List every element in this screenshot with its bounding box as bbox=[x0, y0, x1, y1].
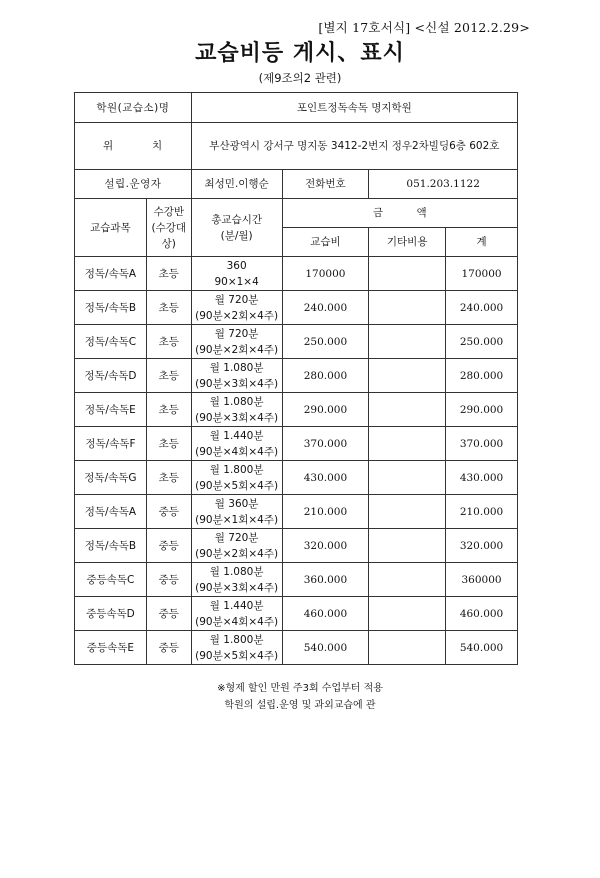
table-row bbox=[75, 257, 518, 291]
level-cell: 초등 bbox=[146, 461, 191, 495]
level-header-line2: (수강대 bbox=[151, 221, 187, 234]
hours-line2: (90분×2회×4주) bbox=[195, 309, 279, 322]
level-cell: 초등 bbox=[146, 325, 191, 359]
level-cell: 중등 bbox=[146, 529, 191, 563]
hours-line1: 월 1.800분 bbox=[209, 463, 264, 476]
academy-name-value: 포인트정독속독 명지학원 bbox=[191, 93, 517, 123]
course-cell: 중등속독C bbox=[75, 563, 147, 597]
hours-cell bbox=[191, 257, 282, 291]
total-cell: 460.000 bbox=[446, 597, 518, 631]
tuition-cell: 290.000 bbox=[282, 393, 369, 427]
regulation-note: 학원의 설립.운영 및 과외교습에 관 bbox=[224, 700, 376, 711]
hours-line1: 월 1.800분 bbox=[209, 633, 264, 646]
other-cost-cell bbox=[369, 563, 446, 597]
course-cell: 정독/속독F bbox=[75, 427, 147, 461]
level-cell: 중등 bbox=[146, 597, 191, 631]
total-cell: 170000 bbox=[446, 257, 518, 291]
course-cell: 정독/속독B bbox=[75, 291, 147, 325]
hours-cell bbox=[191, 631, 282, 665]
other-cost-cell bbox=[369, 631, 446, 665]
location-row bbox=[75, 123, 518, 170]
level-cell: 중등 bbox=[146, 563, 191, 597]
level-header-line1: 수강반 bbox=[153, 205, 184, 218]
level-header bbox=[146, 199, 191, 257]
hours-header bbox=[191, 199, 282, 257]
hours-line2: (90분×3회×4주) bbox=[195, 411, 279, 424]
document-subtitle: (제9조의2 관련) bbox=[258, 71, 342, 85]
course-header: 교습과목 bbox=[75, 199, 147, 257]
phone-value: 051.203.1122 bbox=[369, 170, 518, 199]
hours-cell bbox=[191, 359, 282, 393]
hours-line2: (90분×4회×4주) bbox=[195, 615, 279, 628]
hours-line1: 월 720분 bbox=[214, 531, 259, 544]
course-cell: 정독/속독E bbox=[75, 393, 147, 427]
other-cost-cell bbox=[369, 325, 446, 359]
operator-row bbox=[75, 170, 518, 199]
hours-line1: 월 1.080분 bbox=[209, 395, 264, 408]
level-cell: 초등 bbox=[146, 393, 191, 427]
hours-cell bbox=[191, 291, 282, 325]
table-row bbox=[75, 461, 518, 495]
level-header-line3: 상) bbox=[161, 237, 176, 250]
hours-line1: 월 1.080분 bbox=[209, 565, 264, 578]
table-row bbox=[75, 359, 518, 393]
tuition-cell: 370.000 bbox=[282, 427, 369, 461]
phone-label: 전화번호 bbox=[282, 170, 369, 199]
tuition-cell: 360.000 bbox=[282, 563, 369, 597]
table-row bbox=[75, 495, 518, 529]
hours-line2: (90분×3회×4주) bbox=[195, 377, 279, 390]
table-row bbox=[75, 427, 518, 461]
table-row bbox=[75, 631, 518, 665]
hours-line1: 월 720분 bbox=[214, 293, 259, 306]
tuition-cell: 540.000 bbox=[282, 631, 369, 665]
course-cell: 중등속독E bbox=[75, 631, 147, 665]
level-cell: 초등 bbox=[146, 427, 191, 461]
hours-line2: (90분×2회×4주) bbox=[195, 343, 279, 356]
level-cell: 초등 bbox=[146, 257, 191, 291]
location-label: 위 치 bbox=[75, 123, 192, 170]
hours-cell bbox=[191, 529, 282, 563]
course-cell: 정독/속독D bbox=[75, 359, 147, 393]
tuition-cell: 240.000 bbox=[282, 291, 369, 325]
hours-line2: (90분×5회×4주) bbox=[195, 479, 279, 492]
tuition-cell: 170000 bbox=[282, 257, 369, 291]
other-cost-cell bbox=[369, 291, 446, 325]
hours-line2: (90분×5회×4주) bbox=[195, 649, 279, 662]
other-cost-cell bbox=[369, 393, 446, 427]
table-row bbox=[75, 597, 518, 631]
hours-line1: 월 1.440분 bbox=[209, 429, 264, 442]
hours-cell bbox=[191, 495, 282, 529]
course-cell: 정독/속독A bbox=[75, 257, 147, 291]
tuition-table bbox=[74, 92, 518, 665]
hours-header-line2: (분/월) bbox=[220, 229, 253, 242]
column-header-row bbox=[75, 199, 518, 228]
total-cell: 250.000 bbox=[446, 325, 518, 359]
other-cost-header: 기타비용 bbox=[369, 228, 446, 257]
total-cell: 360000 bbox=[446, 563, 518, 597]
table-row bbox=[75, 563, 518, 597]
level-cell: 초등 bbox=[146, 359, 191, 393]
hours-line1: 월 1.440분 bbox=[209, 599, 264, 612]
academy-name-label: 학원(교습소)명 bbox=[75, 93, 192, 123]
table-row bbox=[75, 291, 518, 325]
hours-cell bbox=[191, 597, 282, 631]
hours-line2: (90분×1회×4주) bbox=[195, 513, 279, 526]
hours-line1: 월 360분 bbox=[214, 497, 259, 510]
amount-header: 금 액 bbox=[282, 199, 517, 228]
operator-value: 최성민.이행순 bbox=[191, 170, 282, 199]
hours-line2: (90분×4회×4주) bbox=[195, 445, 279, 458]
other-cost-cell bbox=[369, 461, 446, 495]
total-cell: 320.000 bbox=[446, 529, 518, 563]
total-cell: 290.000 bbox=[446, 393, 518, 427]
other-cost-cell bbox=[369, 427, 446, 461]
other-cost-cell bbox=[369, 495, 446, 529]
tuition-cell: 250.000 bbox=[282, 325, 369, 359]
table-row bbox=[75, 325, 518, 359]
course-cell: 정독/속독G bbox=[75, 461, 147, 495]
form-number: [별지 17호서식] <신설 2012.2.29> bbox=[318, 20, 530, 35]
other-cost-cell bbox=[369, 359, 446, 393]
course-cell: 정독/속독A bbox=[75, 495, 147, 529]
total-cell: 370.000 bbox=[446, 427, 518, 461]
other-cost-cell bbox=[369, 257, 446, 291]
academy-name-row bbox=[75, 93, 518, 123]
course-cell: 중등속독D bbox=[75, 597, 147, 631]
tuition-cell: 280.000 bbox=[282, 359, 369, 393]
discount-note: ※형제 할인 만원 주3회 수업부터 적용 bbox=[217, 683, 383, 694]
hours-cell bbox=[191, 325, 282, 359]
hours-line2: 90×1×4 bbox=[214, 275, 259, 288]
level-cell: 중등 bbox=[146, 495, 191, 529]
hours-line1: 360 bbox=[226, 259, 247, 272]
total-cell: 540.000 bbox=[446, 631, 518, 665]
course-cell: 정독/속독C bbox=[75, 325, 147, 359]
total-cell: 210.000 bbox=[446, 495, 518, 529]
tuition-cell: 460.000 bbox=[282, 597, 369, 631]
hours-line1: 월 1.080분 bbox=[209, 361, 264, 374]
tuition-cell: 320.000 bbox=[282, 529, 369, 563]
hours-cell bbox=[191, 563, 282, 597]
hours-line2: (90분×2회×4주) bbox=[195, 547, 279, 560]
other-cost-cell bbox=[369, 529, 446, 563]
total-cell: 280.000 bbox=[446, 359, 518, 393]
table-row bbox=[75, 393, 518, 427]
tuition-cell: 210.000 bbox=[282, 495, 369, 529]
document-title: 교습비등 게시、표시 bbox=[195, 41, 405, 66]
course-cell: 정독/속독B bbox=[75, 529, 147, 563]
hours-line2: (90분×3회×4주) bbox=[195, 581, 279, 594]
tuition-cell: 430.000 bbox=[282, 461, 369, 495]
table-row bbox=[75, 529, 518, 563]
total-header: 계 bbox=[446, 228, 518, 257]
location-value: 부산광역시 강서구 명지동 3412-2번지 정우2차빌딩6층 602호 bbox=[191, 123, 517, 170]
hours-cell bbox=[191, 461, 282, 495]
hours-cell bbox=[191, 427, 282, 461]
operator-label: 설립.운영자 bbox=[75, 170, 192, 199]
total-cell: 240.000 bbox=[446, 291, 518, 325]
other-cost-cell bbox=[369, 597, 446, 631]
hours-header-line1: 총교습시간 bbox=[211, 213, 262, 226]
level-cell: 초등 bbox=[146, 291, 191, 325]
tuition-header: 교습비 bbox=[282, 228, 369, 257]
total-cell: 430.000 bbox=[446, 461, 518, 495]
hours-line1: 월 720분 bbox=[214, 327, 259, 340]
hours-cell bbox=[191, 393, 282, 427]
level-cell: 중등 bbox=[146, 631, 191, 665]
